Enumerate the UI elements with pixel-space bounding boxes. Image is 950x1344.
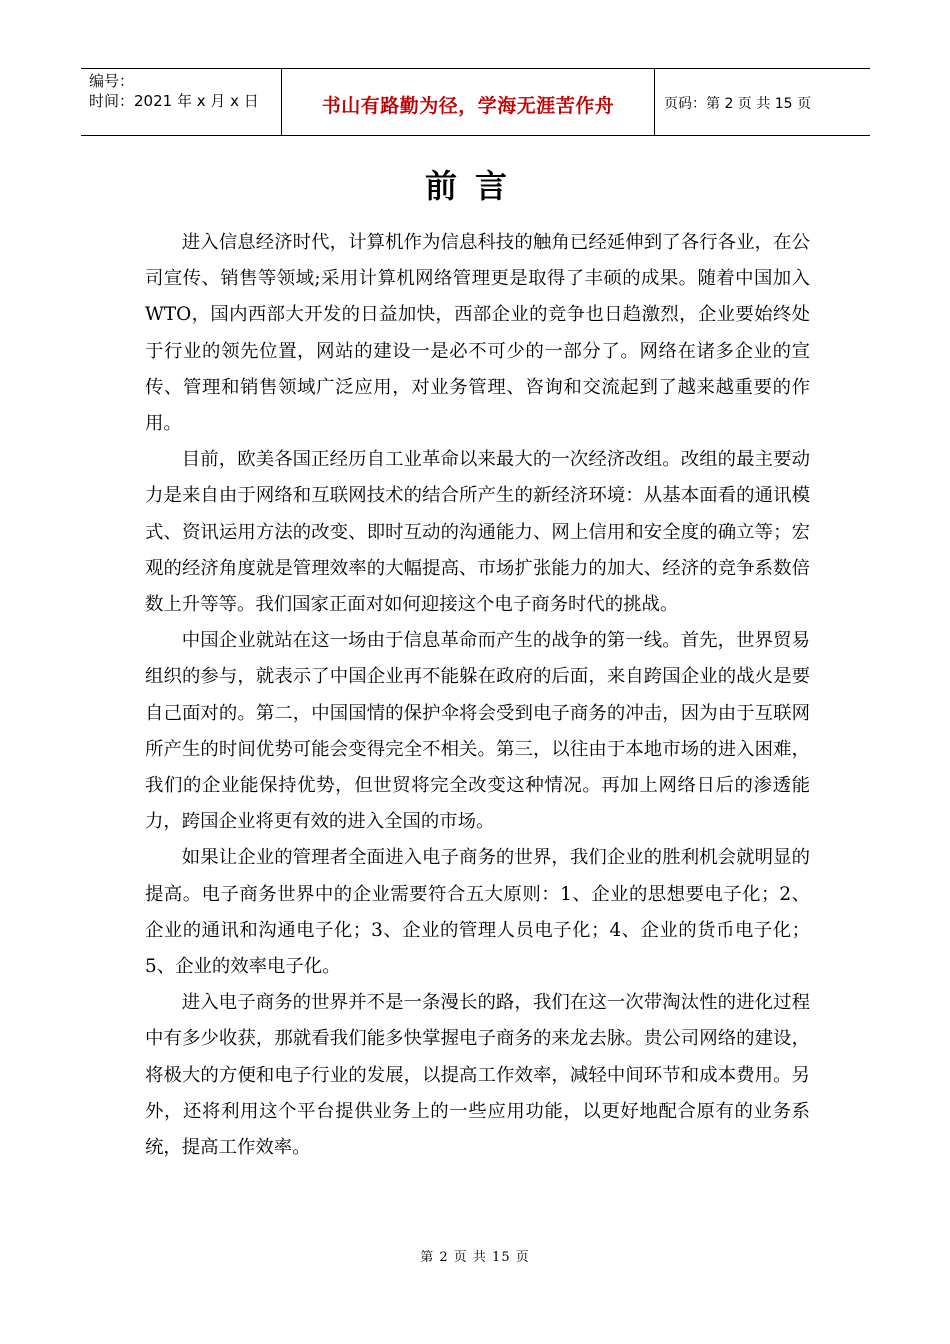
paragraph-5: 进入电子商务的世界并不是一条漫长的路，我们在这一次带淘汰性的进化过程中有多少收获，那就看我们能多快掌握电子商务的来龙去脉。贵公司网络的建设，将极大的方便和电子行业的发展，以提高工作效率，减轻中间环节和成本费用。另外，还将利用这个平台提供业务上的一些应用功能，以更好地配合原有的业务系统，提高工作效率。 (145, 992, 810, 1159)
paragraph-1: 进入信息经济时代，计算机作为信息科技的触角已经延伸到了各行各业，在公司宣传、销售等领域;采用计算机网络管理更是取得了丰硕的成果。随着中国加入WTO，国内西部大开发的日益加快，西部企业的竞争也日趋激烈，企业要始终处于行业的领先位置，网站的建设一是必不可少的一部分了。网络在诸多企业的宣传、管理和销售领域广泛应用，对业务管理、咨询和交流起到了越来越重要的作用。 (145, 232, 810, 435)
header-meta-cell (81, 69, 282, 135)
header-motto-cell (282, 69, 655, 135)
header-page-info: 页码：第 2 页 共 15 页 (664, 96, 811, 112)
header-motto: 书山有路勤为径，学海无涯苦作舟 (321, 94, 615, 117)
header-number-label: 编号： (89, 72, 135, 90)
header-time-label: 时间：2021 年 x 月 x 日 (89, 92, 259, 110)
paragraph-3: 中国企业就站在这一场由于信息革命而产生的战争的第一线。首先，世界贸易组织的参与，就表示了中国企业再不能躲在政府的后面，来自跨国企业的战火是要自己面对的。第二，中国国情的保护伞将会受到电子商务的冲击，因为由于互联网所产生的时间优势可能会变得完全不相关。第三，以往由于本地市场的进入困难，我们的企业能保持优势，但世贸将完全改变这种情况。再加上网络日后的渗透能力，跨国企业将更有效的进入全国的市场。 (145, 630, 810, 833)
paragraph-4: 如果让企业的管理者全面进入电子商务的世界，我们企业的胜利机会就明显的提高。电子商务世界中的企业需要符合五大原则：1、企业的思想要电子化；2、企业的通讯和沟通电子化；3、企业的管理人员电子化；4、企业的货币电子化；5、企业的效率电子化。 (145, 847, 810, 978)
document-header (81, 68, 870, 136)
document-body (145, 225, 810, 1166)
page-footer: 第 2 页 共 15 页 (420, 1250, 530, 1265)
document-title: 前言 (424, 167, 525, 205)
header-page-cell (655, 69, 870, 135)
paragraph-2: 目前，欧美各国正经历自工业革命以来最大的一次经济改组。改组的最主要动力是来自由于网络和互联网技术的结合所产生的新经济环境：从基本面看的通讯模式、资讯运用方法的改变、即时互动的沟通能力、网上信用和安全度的确立等；宏观的经济角度就是管理效率的大幅提高、市场扩张能力的加大、经济的竞争系数倍数上升等等。我们国家正面对如何迎接这个电子商务时代的挑战。 (145, 449, 810, 616)
